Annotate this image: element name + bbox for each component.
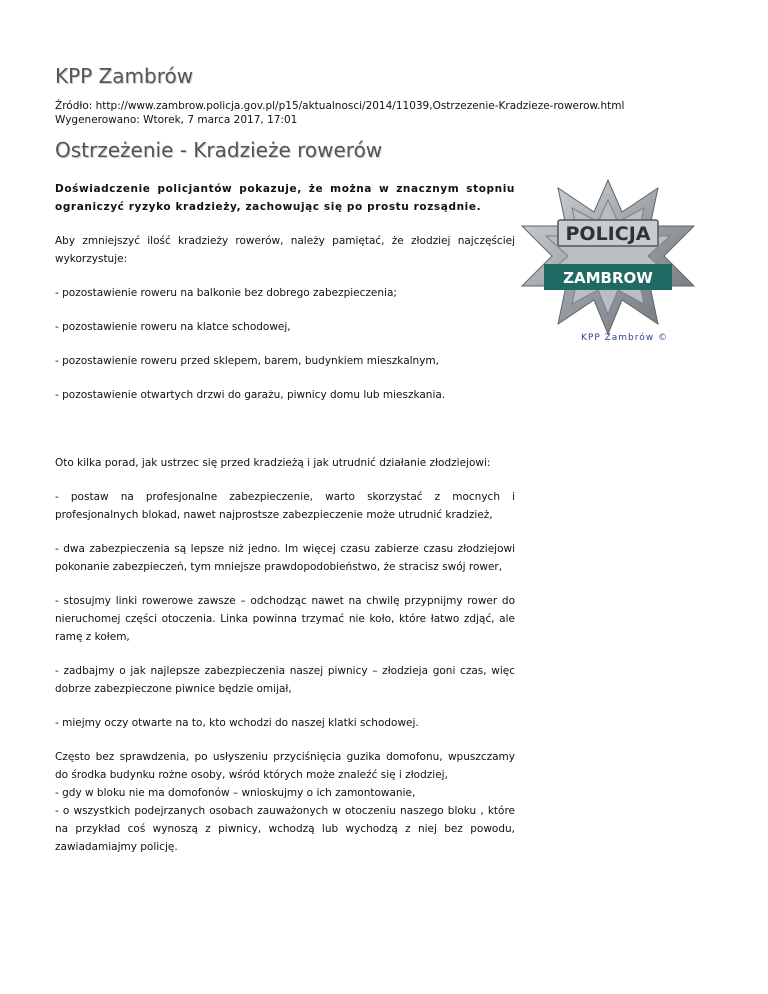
closing-item: - gdy w bloku nie ma domofonów – wnioskujmy o ich zamontowanie, [55, 787, 416, 799]
site-title: KPP Zambrów [55, 64, 194, 88]
article-body [55, 180, 515, 856]
generated-line: Wygenerowano: Wtorek, 7 marca 2017, 17:01 [55, 114, 298, 126]
intro-paragraph: Aby zmniejszyć ilość kradzieży rowerów, należy pamiętać, że złodziej najczęściej wykorzystuje: [55, 235, 515, 265]
tip-item: - postaw na profesjonalne zabezpieczenie, warto skorzystać z mocnych i profesjonalnych blokad, nawet najprostsze zabezpieczenie może utrudnić kradzież, [55, 491, 515, 521]
badge-band-text: ZAMBROW [563, 269, 653, 287]
tip-item: - zadbajmy o jak najlepsze zabezpieczenia naszej piwnicy – złodzieja goni czas, więc dobrze zabezpieczone piwnice będzie omijał, [55, 665, 515, 695]
source-line: Źródło: http://www.zambrow.policja.gov.pl/p15/aktualnosci/2014/11039,Ostrzezenie-Kradzieze-rowerow.html [55, 100, 625, 112]
tip-item: - stosujmy linki rowerowe zawsze – odchodząc nawet na chwilę przypnijmy rower do nieruchomej części otoczenia. Linka powinna trzymać nie koło, które łatwo zdjąć, ale ramę z kołem, [55, 595, 515, 643]
police-badge-image [518, 178, 698, 344]
badge-caption: KPP Zambrów © [580, 333, 668, 343]
document-meta [55, 99, 624, 127]
tip-item: - dwa zabezpieczenia są lepsze niż jedno. Im więcej czasu zabierze czasu złodziejowi pokonanie zabezpieczeń, tym mniejsze prawdopodobieństwo, że stracisz swój rower, [55, 543, 515, 573]
risk-item: - pozostawienie roweru przed sklepem, barem, budynkiem mieszkalnym, [55, 355, 439, 367]
risk-item: - pozostawienie roweru na balkonie bez dobrego zabezpieczenia; [55, 287, 397, 299]
badge-top-text: POLICJA [565, 223, 651, 245]
risk-item: - pozostawienie otwartych drzwi do garażu, piwnicy domu lub mieszkania. [55, 389, 446, 401]
risk-item: - pozostawienie roweru na klatce schodowej, [55, 321, 291, 333]
closing-item: - o wszystkich podejrzanych osobach zauważonych w otoczeniu naszego bloku , które na przykład coś wynoszą z piwnicy, wchodzą lub wychodzą z niej bez powodu, zawiadamiajmy policję. [55, 805, 515, 853]
lead-paragraph: Doświadczenie policjantów pokazuje, że można w znacznym stopniu ograniczyć ryzyko kradzieży, zachowując się po prostu rozsądnie. [55, 183, 515, 213]
advice-intro: Oto kilka porad, jak ustrzec się przed kradzieżą i jak utrudnić działanie złodziejowi: [55, 457, 491, 469]
police-star-icon [518, 178, 698, 344]
tip-item: - miejmy oczy otwarte na to, kto wchodzi do naszej klatki schodowej. [55, 717, 419, 729]
article-title: Ostrzeżenie - Kradzieże rowerów [55, 138, 383, 162]
closing-paragraph: Często bez sprawdzenia, po usłyszeniu przyciśnięcia guzika domofonu, wpuszczamy do środka budynku rożne osoby, wśród których może znaleźć się i złodziej, [55, 751, 515, 781]
